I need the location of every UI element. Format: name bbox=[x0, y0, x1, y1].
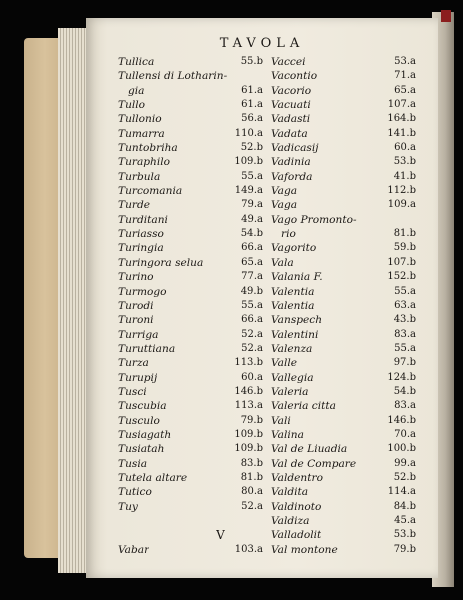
entry-ref: 55.b bbox=[240, 56, 263, 67]
entry-term: Tutico bbox=[118, 486, 152, 499]
index-entry bbox=[271, 170, 416, 184]
entry-ref: 107.b bbox=[387, 256, 416, 268]
entry-term: Tutela altare bbox=[118, 471, 188, 484]
entry-ref: 63.a bbox=[394, 299, 416, 311]
entry-ref: 66.a bbox=[241, 314, 263, 326]
index-entry bbox=[118, 170, 263, 184]
entry-ref: 77.a bbox=[241, 271, 263, 283]
index-column-right bbox=[271, 55, 416, 557]
index-entry bbox=[271, 328, 416, 342]
page-header: TAVOLA bbox=[219, 36, 305, 51]
entry-ref: 55.a bbox=[394, 285, 416, 297]
index-entry bbox=[118, 184, 263, 198]
entry-term: Vallegia bbox=[271, 371, 314, 384]
entry-term: Val de Liuadia bbox=[271, 443, 348, 456]
entry-term: Tuntobriha bbox=[118, 142, 178, 155]
entry-term: Turoni bbox=[118, 314, 154, 327]
entry-ref: 81.b bbox=[393, 228, 416, 240]
index-entry bbox=[271, 69, 416, 83]
entry-term: Turupij bbox=[118, 371, 158, 384]
entry-ref: 103.a bbox=[234, 543, 263, 555]
entry-ref: 55.a bbox=[394, 342, 416, 354]
entry-term: Tusia bbox=[118, 457, 148, 470]
entry-term: Turiasso bbox=[118, 228, 164, 241]
entry-term: Valladolit bbox=[271, 529, 322, 542]
entry-term: Vabar bbox=[118, 543, 150, 556]
entry-term: Valdita bbox=[271, 486, 309, 499]
entry-term: Valentini bbox=[271, 328, 319, 341]
entry-term: Turde bbox=[118, 199, 151, 212]
entry-term: Valina bbox=[271, 428, 304, 441]
entry-ref: 83.a bbox=[394, 400, 416, 412]
entry-ref: 124.b bbox=[387, 371, 416, 383]
spacer bbox=[118, 514, 263, 528]
entry-term: Turmogo bbox=[118, 285, 167, 298]
entry-ref: 54.b bbox=[393, 385, 416, 397]
index-entry bbox=[271, 514, 416, 528]
index-entry bbox=[118, 442, 263, 456]
index-entry bbox=[271, 256, 416, 270]
entry-ref: 146.b bbox=[387, 414, 416, 426]
entry-term: Tullonio bbox=[118, 113, 162, 126]
entry-term: Tuscubia bbox=[118, 400, 167, 413]
entry-ref: 56.a bbox=[241, 113, 263, 125]
index-entry bbox=[118, 500, 263, 514]
entry-ref bbox=[259, 69, 263, 83]
entry-term: Valdinoto bbox=[271, 500, 322, 513]
entry-term: Turriga bbox=[118, 328, 159, 341]
entry-ref: 53.b bbox=[393, 156, 416, 168]
index-entry bbox=[118, 127, 263, 141]
index-entry bbox=[271, 155, 416, 169]
index-entry bbox=[271, 528, 416, 542]
entry-ref: 55.a bbox=[241, 299, 263, 311]
entry-ref: 61.a bbox=[241, 84, 263, 96]
entry-term: Valeria bbox=[271, 385, 309, 398]
entry-ref: 83.b bbox=[240, 457, 263, 469]
entry-term: Valle bbox=[271, 357, 298, 370]
entry-term: Vacontio bbox=[271, 70, 318, 83]
index-entry bbox=[118, 385, 263, 399]
entry-ref: 61.a bbox=[241, 99, 263, 111]
index-entry bbox=[271, 471, 416, 485]
index-entry bbox=[271, 371, 416, 385]
entry-ref: 113.b bbox=[234, 357, 263, 369]
section-letter: V bbox=[216, 528, 225, 543]
index-entry bbox=[118, 399, 263, 413]
entry-ref: 49.b bbox=[240, 285, 263, 297]
entry-term: Valentia bbox=[271, 285, 315, 298]
entry-ref: 100.b bbox=[387, 443, 416, 455]
entry-term: Tullensi di Lotharin- bbox=[118, 70, 228, 83]
entry-term: gia bbox=[128, 84, 145, 97]
entry-ref: 66.a bbox=[241, 242, 263, 254]
entry-ref: 146.b bbox=[234, 385, 263, 397]
entry-ref: 52.a bbox=[241, 328, 263, 340]
entry-term: Turingora selua bbox=[118, 256, 204, 269]
entry-ref: 110.a bbox=[234, 127, 263, 139]
index-column-left bbox=[118, 55, 263, 557]
entry-ref: 99.a bbox=[394, 457, 416, 469]
index-entry bbox=[271, 457, 416, 471]
entry-term: Vadinia bbox=[271, 156, 311, 169]
index-entry bbox=[271, 428, 416, 442]
bookmark-ribbon bbox=[441, 10, 451, 22]
index-entry bbox=[118, 213, 263, 227]
entry-term: Turodi bbox=[118, 299, 154, 312]
entry-ref: 79.b bbox=[393, 543, 416, 555]
entry-term: Val de Compare bbox=[271, 457, 357, 470]
entry-term: Turingia bbox=[118, 242, 164, 255]
entry-ref: 70.a bbox=[394, 428, 416, 440]
entry-term: Valdiza bbox=[271, 515, 310, 527]
index-entry bbox=[118, 457, 263, 471]
index-entry bbox=[118, 155, 263, 169]
entry-term: Vago Promonto- bbox=[271, 213, 357, 226]
entry-term: Turbula bbox=[118, 170, 161, 183]
entry-ref: 97.b bbox=[393, 357, 416, 369]
index-entry bbox=[118, 356, 263, 370]
index-entry bbox=[271, 184, 416, 198]
index-entry bbox=[271, 285, 416, 299]
index-entry bbox=[118, 543, 263, 557]
index-entry bbox=[271, 485, 416, 499]
entry-term: Tusculo bbox=[118, 414, 160, 427]
entry-term: Vaccei bbox=[271, 56, 306, 68]
index-entry bbox=[271, 213, 416, 227]
index-entry bbox=[271, 55, 416, 69]
entry-term: Valentia bbox=[271, 299, 315, 312]
index-entry bbox=[271, 414, 416, 428]
index-entry bbox=[118, 84, 263, 98]
index-entry bbox=[118, 270, 263, 284]
index-entry bbox=[118, 256, 263, 270]
entry-term: Vacorio bbox=[271, 84, 312, 97]
entry-ref: 112.b bbox=[387, 185, 416, 197]
index-entry bbox=[271, 84, 416, 98]
entry-ref: 114.a bbox=[387, 486, 416, 498]
entry-term: Turaphilo bbox=[118, 156, 171, 169]
entry-term: Valeria citta bbox=[271, 400, 336, 413]
entry-ref: 52.b bbox=[240, 142, 263, 154]
entry-ref: 109.a bbox=[387, 199, 416, 211]
index-entry bbox=[271, 270, 416, 284]
index-entry bbox=[271, 299, 416, 313]
entry-term: Tumarra bbox=[118, 127, 165, 140]
index-entry bbox=[271, 141, 416, 155]
index-entry bbox=[271, 313, 416, 327]
entry-ref: 79.a bbox=[241, 199, 263, 211]
index-entry bbox=[118, 313, 263, 327]
index-entry bbox=[118, 227, 263, 241]
index-entry bbox=[118, 112, 263, 126]
entry-ref: 107.a bbox=[387, 99, 416, 111]
index-entry bbox=[271, 112, 416, 126]
entry-ref: 71.a bbox=[394, 70, 416, 82]
entry-ref: 80.a bbox=[241, 486, 263, 498]
entry-term: Vaga bbox=[271, 199, 298, 212]
entry-term: Turditani bbox=[118, 213, 168, 226]
index-entry bbox=[118, 198, 263, 212]
index-entry bbox=[118, 414, 263, 428]
entry-term: Valania F. bbox=[271, 271, 323, 284]
index-entry bbox=[118, 485, 263, 499]
index-entry bbox=[118, 299, 263, 313]
book-page bbox=[86, 18, 438, 578]
entry-ref: 43.b bbox=[393, 314, 416, 326]
index-entry bbox=[271, 227, 416, 241]
entry-ref: 109.b bbox=[234, 156, 263, 168]
entry-term: Tusci bbox=[118, 385, 147, 398]
index-entry bbox=[118, 428, 263, 442]
entry-term: Turuttiana bbox=[118, 342, 176, 355]
entry-term: Vacuati bbox=[271, 99, 311, 112]
entry-ref: 164.b bbox=[387, 113, 416, 125]
entry-ref: 60.a bbox=[394, 142, 416, 154]
index-entry bbox=[118, 141, 263, 155]
entry-ref: 141.b bbox=[387, 127, 416, 139]
entry-term: Vala bbox=[271, 256, 294, 269]
index-entry bbox=[271, 241, 416, 255]
entry-ref: 65.a bbox=[394, 84, 416, 96]
index-entry bbox=[271, 356, 416, 370]
entry-ref: 52.a bbox=[241, 342, 263, 354]
index-entry bbox=[271, 399, 416, 413]
entry-ref bbox=[412, 213, 416, 227]
entry-ref: 53.a bbox=[394, 56, 416, 67]
entry-term: Vali bbox=[271, 414, 291, 427]
entry-ref: 49.a bbox=[241, 213, 263, 225]
entry-ref: 109.b bbox=[234, 428, 263, 440]
entry-ref: 84.b bbox=[393, 500, 416, 512]
entry-ref: 41.b bbox=[393, 170, 416, 182]
entry-ref: 59.b bbox=[393, 242, 416, 254]
index-entry bbox=[271, 198, 416, 212]
index-entry bbox=[118, 328, 263, 342]
entry-term: Vagorito bbox=[271, 242, 317, 255]
entry-term: Turza bbox=[118, 357, 149, 370]
entry-ref: 52.a bbox=[241, 500, 263, 512]
entry-term: Vadata bbox=[271, 127, 308, 140]
index-entry bbox=[118, 98, 263, 112]
entry-term: Turcomania bbox=[118, 185, 183, 198]
entry-term: Vanspech bbox=[271, 314, 323, 327]
entry-ref: 83.a bbox=[394, 328, 416, 340]
index-entry bbox=[271, 98, 416, 112]
entry-term: Tuy bbox=[118, 500, 138, 513]
index-entry bbox=[118, 285, 263, 299]
entry-ref: 60.a bbox=[241, 371, 263, 383]
entry-ref: 81.b bbox=[240, 471, 263, 483]
entry-term: Vaga bbox=[271, 185, 298, 198]
entry-ref: 55.a bbox=[241, 170, 263, 182]
index-entry bbox=[118, 55, 263, 69]
index-entry bbox=[271, 342, 416, 356]
entry-term: Vadasti bbox=[271, 113, 311, 126]
entry-term: Tusiagath bbox=[118, 428, 172, 441]
index-entry bbox=[118, 371, 263, 385]
entry-ref: 79.b bbox=[240, 414, 263, 426]
entry-term: Valdentro bbox=[271, 471, 323, 484]
entry-term: Tusiatah bbox=[118, 443, 165, 456]
entry-term: Vaforda bbox=[271, 170, 313, 183]
entry-ref: 113.a bbox=[234, 400, 263, 412]
entry-ref: 45.a bbox=[394, 515, 416, 526]
entry-term: Tullo bbox=[118, 99, 146, 112]
index-entry bbox=[271, 442, 416, 456]
entry-ref: 65.a bbox=[241, 256, 263, 268]
index-entry bbox=[271, 500, 416, 514]
entry-ref: 52.b bbox=[393, 471, 416, 483]
index-entry bbox=[271, 127, 416, 141]
entry-ref: 152.b bbox=[387, 271, 416, 283]
index-entry bbox=[118, 69, 263, 83]
entry-term: Val montone bbox=[271, 543, 338, 556]
entry-ref: 149.a bbox=[234, 185, 263, 197]
entry-term: Turino bbox=[118, 271, 154, 284]
entry-ref: 109.b bbox=[234, 443, 263, 455]
index-entry bbox=[118, 471, 263, 485]
index-entry bbox=[271, 543, 416, 557]
index-entry bbox=[118, 342, 263, 356]
entry-term: rio bbox=[281, 228, 296, 241]
entry-term: Vadicasij bbox=[271, 142, 319, 155]
entry-term: Valenza bbox=[271, 342, 313, 355]
index-entry bbox=[271, 385, 416, 399]
index-entry bbox=[118, 241, 263, 255]
entry-ref: 53.b bbox=[393, 529, 416, 541]
entry-term: Tullica bbox=[118, 56, 155, 68]
entry-ref: 54.b bbox=[240, 228, 263, 240]
